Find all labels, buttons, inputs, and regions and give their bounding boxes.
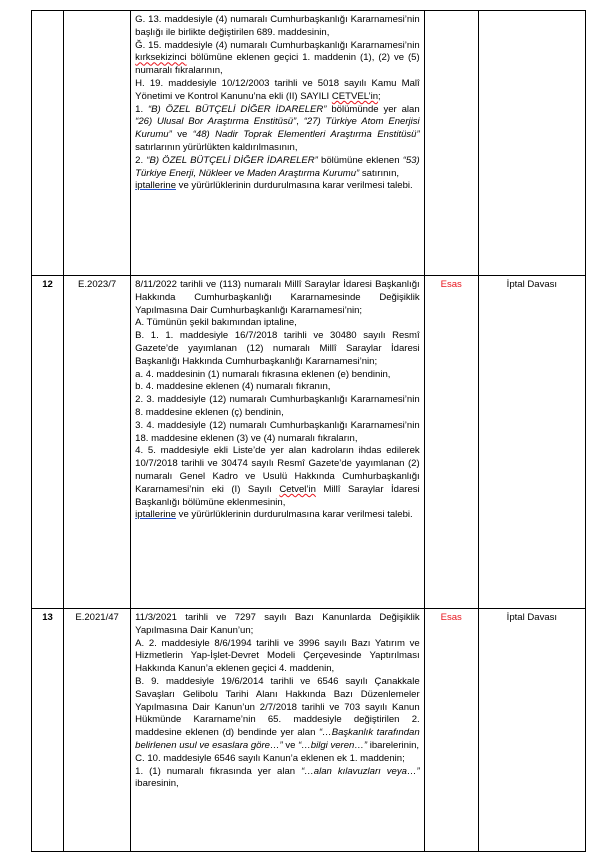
- table-row: [32, 11, 586, 276]
- subject-paragraph: A. 2. maddesiyle 8/6/1994 tarihli ve 3996 sayılı Bazı Yatırım ve Hizmetlerin Yap-İşlet-Devret Modeli Çerçevesinde Yaptırılması Hakkında Kanun’a eklenen geçici 4. maddenin,: [135, 637, 420, 675]
- subject-paragraph: B. 9. maddesiyle 19/6/2014 tarihli ve 6546 sayılı Çanakkale Savaşları Gelibolu Tarihi Alanı Hakkında Bazı Düzenlemeler Yapılmasına Dair Kanun’un 2/7/2018 tarihli ve 703 sayılı Kanun Hükmünde Kararname’nin 65. maddesiyle değiştirilen 2. maddesine eklenen (d) bendinde yer alan “…Başkanlık tarafından belirlenen usul ve esaslara göre…” ve “…bilgi veren…” ibarelerinin,: [135, 675, 420, 751]
- table-row: [32, 609, 586, 852]
- subject-paragraph: G. 13. maddesiyle (4) numaralı Cumhurbaşkanlığı Kararnamesi’nin başlığı ile birlikte değiştirilen 689. maddesinin,: [135, 14, 420, 38]
- subject-paragraph: C. 10. maddesiyle 6546 sayılı Kanun’a eklenen ek 1. maddenin;: [135, 752, 405, 764]
- subject-paragraph: 11/3/2021 tarihli ve 7297 sayılı Bazı Kanunlarda Değişiklik Yapılmasına Dair Kanun’un;: [135, 612, 420, 636]
- case-kind: İptal Davası: [478, 276, 585, 609]
- subject-paragraph: 8/11/2022 tarihli ve (113) numaralı Millî Saraylar İdaresi Başkanlığı Hakkında Cumhurbaşkanlığı Kararnamesinde Değişiklik Yapılmasına Dair Cumhurbaşkanlığı Kararnamesi’nin;: [135, 279, 420, 316]
- case-subject: [131, 11, 425, 276]
- subject-paragraph: 1. “B) ÖZEL BÜTÇELİ DİĞER İDARELER” bölümünde yer alan “26) Ulusal Bor Araştırma Enstitüsü”, “27) Türkiye Atom Enerjisi Kurumu” ve “48) Nadir Toprak Elementleri Araştırma Enstitüsü” satırlarının yürürlükten kaldırılmasının,: [135, 103, 420, 153]
- subject-paragraph: b. 4. maddesine eklenen (4) numaralı fıkranın,: [135, 381, 331, 393]
- row-number: [32, 11, 64, 276]
- subject-paragraph: H. 19. maddesiyle 10/12/2003 tarihli ve 5018 sayılı Kamu Malî Yönetimi ve Kontrol Kanunu’na ekli (II) SAYILI CETVEL’in;: [135, 77, 420, 102]
- row-number: 13: [32, 609, 64, 852]
- row-number: 12: [32, 276, 64, 609]
- case-subject: [131, 276, 425, 609]
- case-kind: [478, 11, 585, 276]
- decisions-table: [31, 10, 586, 852]
- case-kind: İptal Davası: [478, 609, 585, 852]
- subject-paragraph: B. 1. 1. maddesiyle 16/7/2018 tarihli ve 30480 sayılı Resmî Gazete’de yayımlanan (12) numaralı Millî Saraylar İdaresi Başkanlığı Hakkında Cumhurbaşkanlığı Kararnamesi’nin;: [135, 330, 420, 367]
- subject-paragraph: 2. “B) ÖZEL BÜTÇELİ DİĞER İDARELER” bölümüne eklenen “53) Türkiye Enerji, Nükleer ve Maden Araştırma Kurumu” satırının,: [135, 154, 420, 179]
- case-subject: [131, 609, 425, 852]
- file-type: [424, 11, 478, 276]
- table-row: [32, 276, 586, 609]
- subject-paragraph: iptallerine ve yürürlüklerinin durdurulmasına karar verilmesi talebi.: [135, 180, 413, 192]
- subject-paragraph: 4. 5. maddesiyle ekli Liste’de yer alan kadroların ihdas edilerek 10/7/2018 tarihli ve 30474 sayılı Resmî Gazete’de yayımlanan (2) numaralı Genel Kadro ve Usulü Hakkında Cumhurbaşkanlığı Kararnamesi’nin eki (I) Sayılı Cetvel’in Millî Saraylar İdaresi Başkanlığı bölümüne eklenmesinin,: [135, 445, 420, 508]
- subject-paragraph: 3. 4. maddesiyle (12) numaralı Cumhurbaşkanlığı Kararnamesi’nin 18. maddesine eklenen (3) ve (4) numaralı fıkraların,: [135, 419, 420, 444]
- case-number: E.2023/7: [64, 276, 131, 609]
- subject-paragraph: Ğ. 15. maddesiyle (4) numaralı Cumhurbaşkanlığı Kararnamesi’nin kırksekizinci bölümüne eklenen geçici 1. maddenin (1), (2) ve (5) numaralı fıkralarının,: [135, 39, 420, 77]
- subject-paragraph: iptallerine ve yürürlüklerinin durdurulmasına karar verilmesi talebi.: [135, 509, 413, 521]
- subject-paragraph: 2. 3. maddesiyle (12) numaralı Cumhurbaşkanlığı Kararnamesi’nin 8. maddesine eklenen (ç) bendinin,: [135, 394, 420, 418]
- case-number: E.2021/47: [64, 609, 131, 852]
- file-type: Esas: [424, 609, 478, 852]
- case-number: [64, 11, 131, 276]
- subject-paragraph: a. 4. maddesinin (1) numaralı fıkrasına eklenen (e) bendinin,: [135, 368, 391, 380]
- file-type: Esas: [424, 276, 478, 609]
- subject-paragraph: 1. (1) numaralı fıkrasında yer alan “…alan kılavuzları veya…” ibaresinin,: [135, 765, 420, 790]
- subject-paragraph: A. Tümünün şekil bakımından iptaline,: [135, 317, 297, 329]
